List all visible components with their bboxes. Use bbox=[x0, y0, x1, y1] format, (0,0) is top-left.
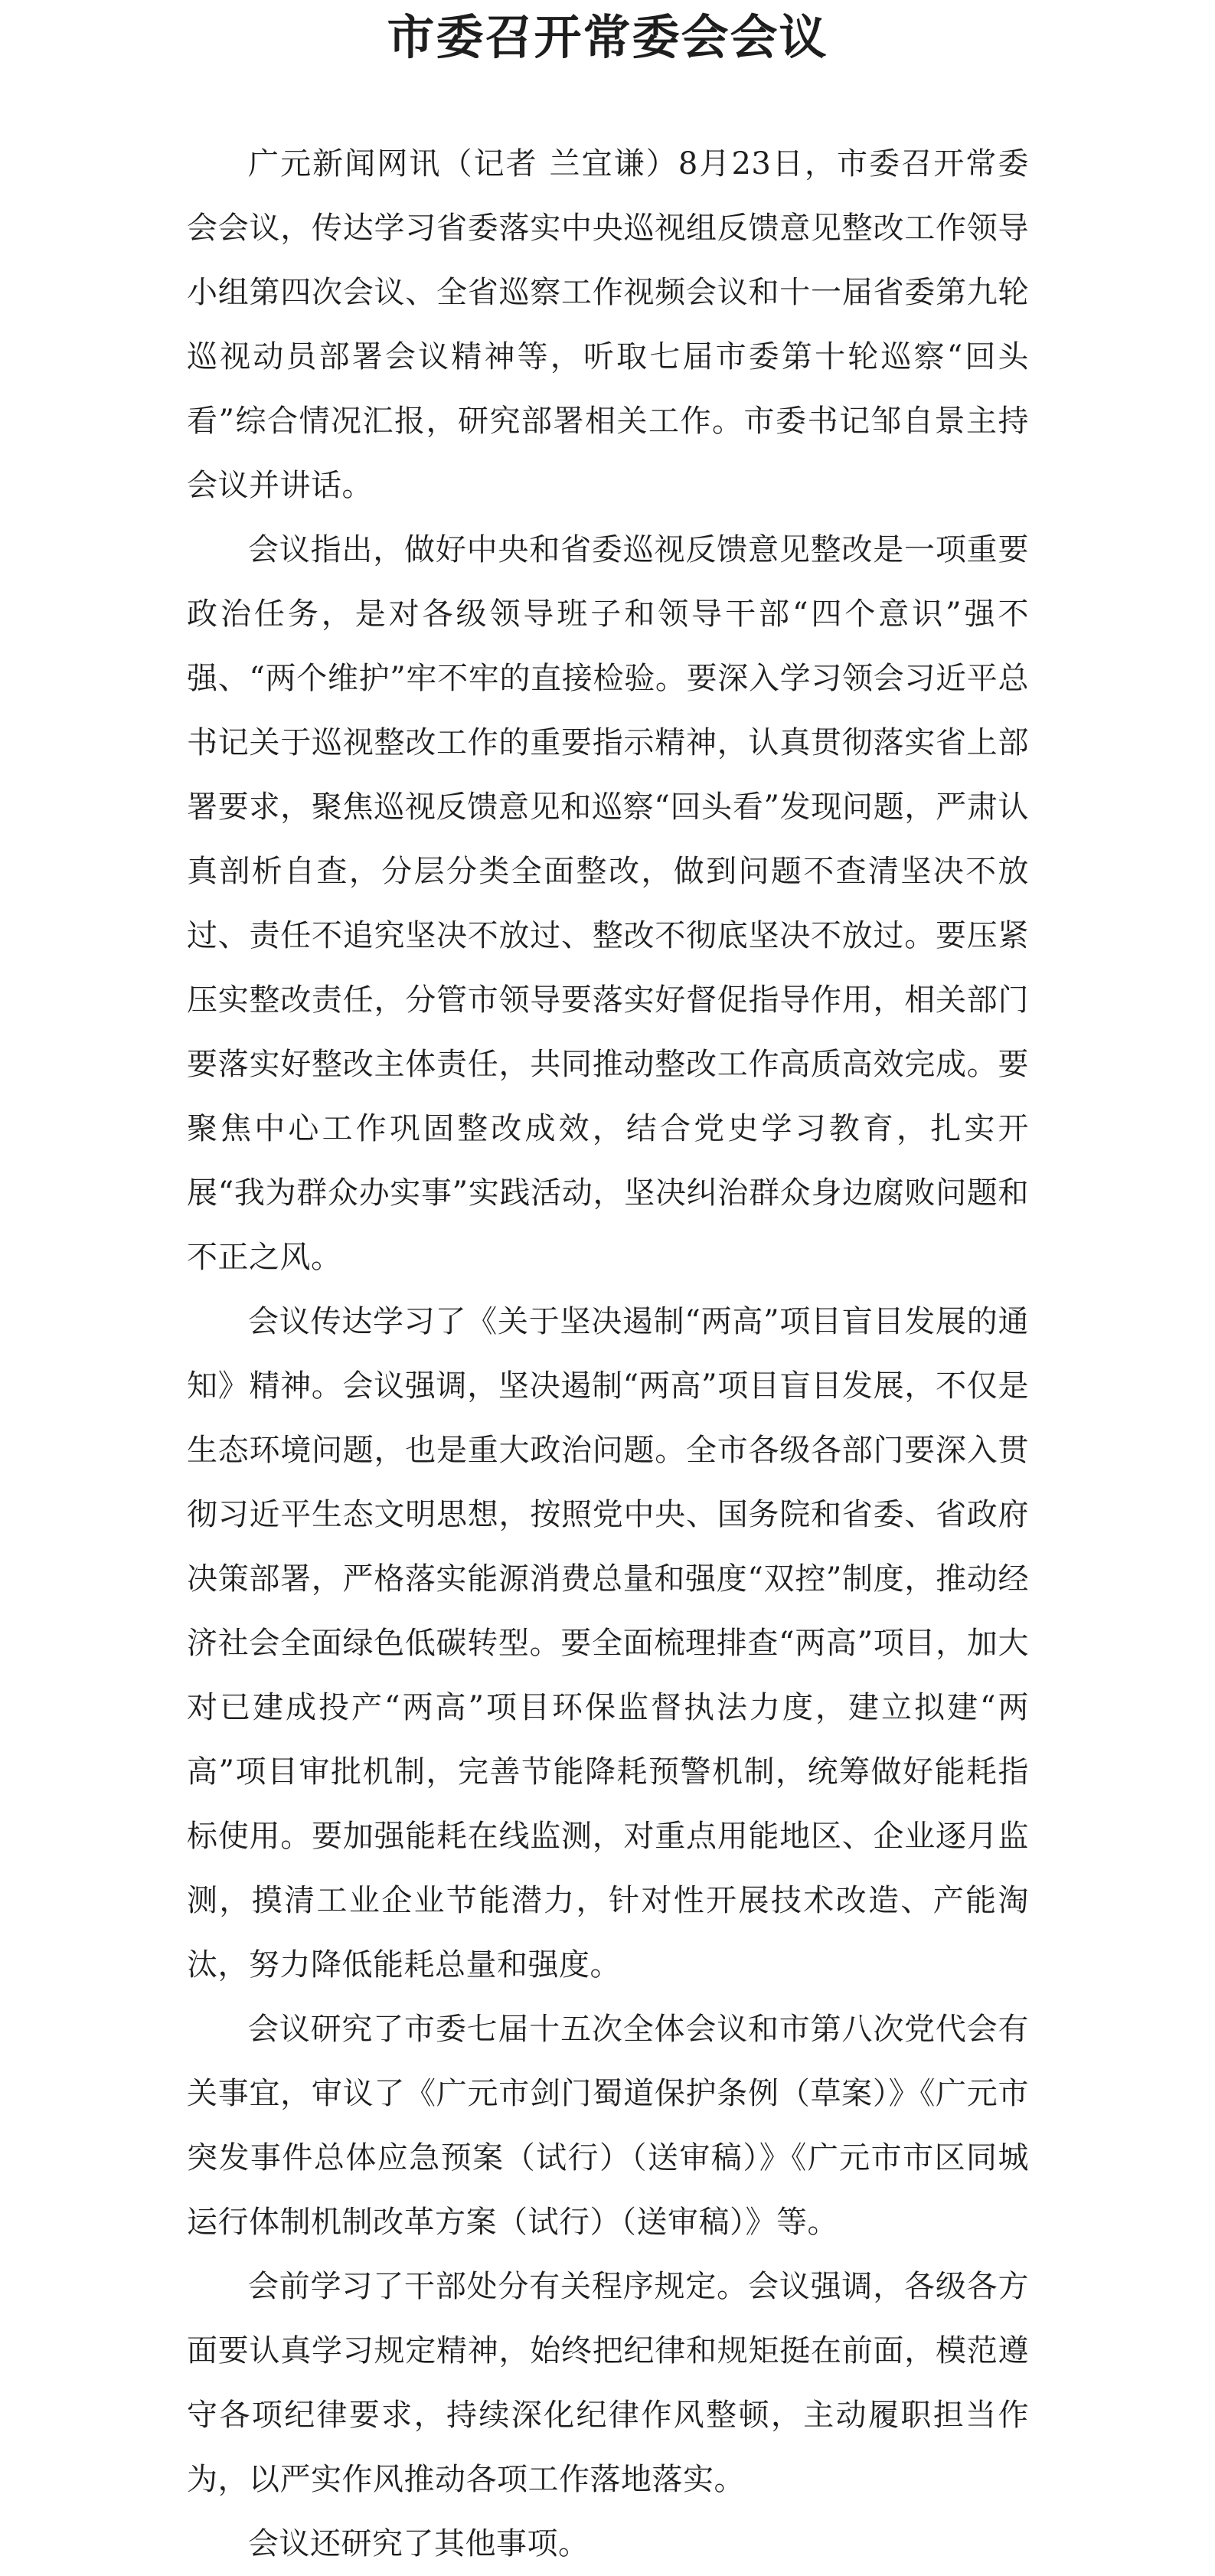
article-paragraph-review-documents: 会议研究了市委七届十五次全体会议和市第八次党代会有关事宜，审议了《广元市剑门蜀道保护条例（草案）》《广元市突发事件总体应急预案（试行）（送审稿）》《广元市市区同城运行体制机制改革方案（试行）（送审稿）》等。 bbox=[187, 2012, 1029, 2240]
article-paragraph-discipline-study: 会前学习了干部处分有关程序规定。会议强调，各级各方面要认真学习规定精神，始终把纪律和规矩挺在前面，模范遵守各项纪律要求，持续深化纪律作风整顿，主动履职担当作为，以严实作风推动各项工作落地落实。 bbox=[187, 2269, 1029, 2497]
article-paragraph-lead: 广元新闻网讯（记者 兰宜谦）8月23日，市委召开常委会会议，传达学习省委落实中央巡视组反馈意见整改工作领导小组第四次会议、全省巡察工作视频会议和十一届省委第九轮巡视动员部署会议精神等，听取七届市委第十轮巡察“回头看”综合情况汇报，研究部署相关工作。市委书记邹自景主持会议并讲话。 bbox=[187, 146, 1029, 503]
article-body bbox=[187, 132, 1029, 2576]
article-paragraph-other-matters: 会议还研究了其他事项。 bbox=[248, 2526, 590, 2561]
article-title: 市委召开常委会会议 bbox=[387, 9, 828, 65]
article-paragraph-inspection-rectification: 会议指出，做好中央和省委巡视反馈意见整改是一项重要政治任务，是对各级领导班子和领导干部“四个意识”强不强、“两个维护”牢不牢的直接检验。要深入学习领会习近平总书记关于巡视整改工作的重要指示精神，认真贯彻落实省上部署要求，聚焦巡视反馈意见和巡察“回头看”发现问题，严肃认真剖析自查，分层分类全面整改，做到问题不查清坚决不放过、责任不追究坚决不放过、整改不彻底坚决不放过。要压紧压实整改责任，分管市领导要落实好督促指导作用，相关部门要落实好整改主体责任，共同推动整改工作高质高效完成。要聚焦中心工作巩固整改成效，结合党史学习教育，扎实开展“我为群众办实事”实践活动，坚决纠治群众身边腐败问题和不正之风。 bbox=[187, 532, 1029, 1275]
article-paragraph-two-high-projects: 会议传达学习了《关于坚决遏制“两高”项目盲目发展的通知》精神。会议强调，坚决遏制“两高”项目盲目发展，不仅是生态环境问题，也是重大政治问题。全市各级各部门要深入贯彻习近平生态文明思想，按照党中央、国务院和省委、省政府决策部署，严格落实能源消费总量和强度“双控”制度，推动经济社会全面绿色低碳转型。要全面梳理排查“两高”项目，加大对已建成投产“两高”项目环保监督执法力度，建立拟建“两高”项目审批机制，完善节能降耗预警机制，统筹做好能耗指标使用。要加强能耗在线监测，对重点用能地区、企业逐月监测，摸清工业企业节能潜力，针对性开展技术改造、产能淘汰，努力降低能耗总量和强度。 bbox=[187, 1304, 1029, 1983]
